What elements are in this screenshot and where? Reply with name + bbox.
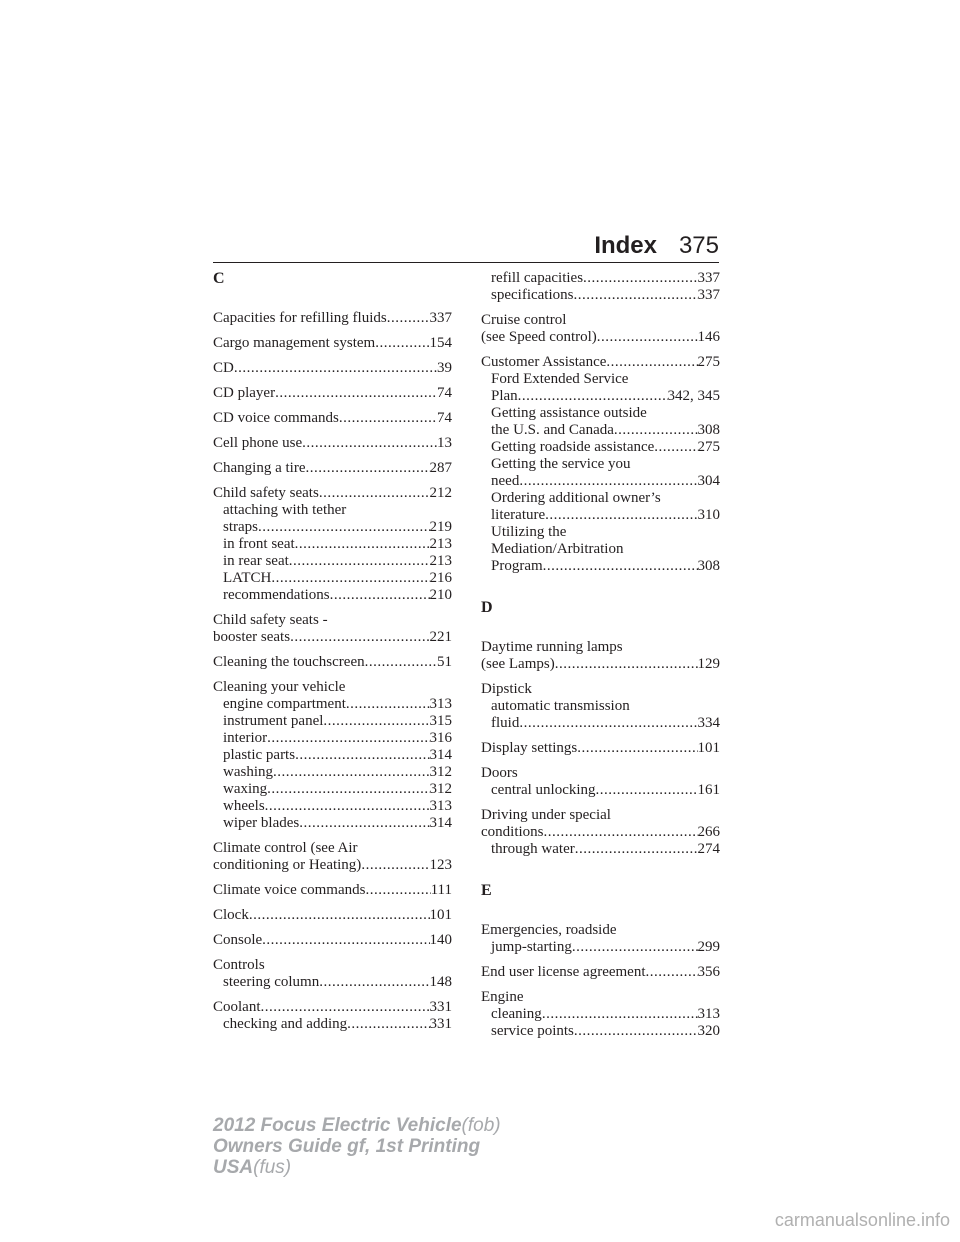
dot-leader xyxy=(572,939,698,956)
entry-text: waxing xyxy=(223,781,268,797)
entry-text: Changing a tire xyxy=(213,460,306,476)
entry-page-number: 275 xyxy=(697,354,720,370)
dot-leader xyxy=(518,388,668,405)
dot-leader xyxy=(271,570,429,587)
index-subentry-line xyxy=(481,524,720,541)
index-entry-line xyxy=(213,485,452,502)
entry-page-number: 146 xyxy=(697,329,720,345)
index-entry xyxy=(481,312,720,346)
index-column-left xyxy=(213,270,452,1041)
entry-text: steering column xyxy=(223,974,320,990)
entry-page-number: 216 xyxy=(429,570,452,586)
dot-leader xyxy=(299,815,429,832)
index-subentry-line xyxy=(213,502,452,519)
entry-text: recommendations xyxy=(223,587,330,603)
entry-text: Controls xyxy=(213,957,265,973)
index-subentry-line xyxy=(213,764,452,781)
entry-text: Mediation/Arbitration xyxy=(491,541,624,557)
entry-page-number: 312 xyxy=(429,764,452,780)
entry-text: central unlocking xyxy=(491,782,596,798)
dot-leader xyxy=(273,764,430,781)
entry-text: conditions xyxy=(481,824,544,840)
entry-text: Cleaning the touchscreen xyxy=(213,654,365,670)
index-subentry-line xyxy=(481,698,720,715)
entry-page-number: 287 xyxy=(429,460,452,476)
index-entry-line xyxy=(481,824,720,841)
index-entry xyxy=(213,435,452,452)
dot-leader xyxy=(519,715,697,732)
index-entry xyxy=(213,654,452,671)
entry-text: Plan xyxy=(491,388,518,404)
entry-page-number: 331 xyxy=(429,999,452,1015)
index-entry-line xyxy=(213,385,452,402)
footer-model-code: (fob) xyxy=(461,1115,501,1136)
index-subentry-line xyxy=(213,730,452,747)
index-subentry-line xyxy=(481,558,720,575)
entry-text: fluid xyxy=(491,715,520,731)
entry-page-number: 314 xyxy=(429,815,452,831)
entry-page-number: 13 xyxy=(437,435,452,451)
entry-text: washing xyxy=(223,764,273,780)
index-entry xyxy=(481,964,720,981)
dot-leader xyxy=(573,287,697,304)
index-entry-line xyxy=(481,765,720,782)
dot-leader xyxy=(346,696,430,713)
entry-page-number: 337 xyxy=(697,270,720,286)
entry-page-number: 275 xyxy=(697,439,720,455)
entry-text: attaching with tether xyxy=(223,502,347,518)
entry-page-number: 334 xyxy=(697,715,720,731)
index-subentry-line xyxy=(213,587,452,604)
entry-page-number: 101 xyxy=(429,907,452,923)
index-subentry-line xyxy=(481,473,720,490)
entry-page-number: 39 xyxy=(437,360,452,376)
entry-text: cleaning xyxy=(491,1006,542,1022)
page-header xyxy=(213,228,719,262)
index-entry-line xyxy=(213,360,452,377)
footer xyxy=(213,1115,501,1178)
entry-text: Clock xyxy=(213,907,249,923)
index-entry xyxy=(213,932,452,949)
dot-leader xyxy=(574,1023,698,1040)
entry-page-number: 212 xyxy=(429,485,452,501)
dot-leader xyxy=(275,385,437,402)
index-entry-line xyxy=(213,857,452,874)
entry-page-number: 123 xyxy=(429,857,452,873)
entry-page-number: 219 xyxy=(429,519,452,535)
entry-page-number: 337 xyxy=(429,310,452,326)
index-subentry-line xyxy=(213,798,452,815)
index-column-right xyxy=(481,270,720,1048)
page-number: 375 xyxy=(678,232,719,259)
entry-text: Utilizing the xyxy=(491,524,567,540)
index-entry-line xyxy=(481,807,720,824)
entry-page-number: 313 xyxy=(429,798,452,814)
entry-text: Cleaning your vehicle xyxy=(213,679,346,695)
dot-leader xyxy=(375,335,429,352)
index-subentry-line xyxy=(481,1006,720,1023)
entry-page-number: 210 xyxy=(429,587,452,603)
index-letter-heading: E xyxy=(481,882,492,899)
index-entry-line xyxy=(213,679,452,696)
entry-text: Getting the service you xyxy=(491,456,631,472)
index-subentry-line xyxy=(481,287,720,304)
index-subentry-line xyxy=(213,713,452,730)
dot-leader xyxy=(319,485,430,502)
entry-text: Emergencies, roadside xyxy=(481,922,617,938)
entry-page-number: 331 xyxy=(429,1016,452,1032)
index-entry-line xyxy=(213,907,452,924)
entry-page-number: 111 xyxy=(430,882,452,898)
entry-page-number: 313 xyxy=(429,696,452,712)
index-subentry-line xyxy=(213,974,452,991)
entry-text: Customer Assistance xyxy=(481,354,607,370)
index-entry-line xyxy=(481,922,720,939)
index-entry xyxy=(213,410,452,427)
index-subentry-line xyxy=(481,715,720,732)
footer-market-code: (fus) xyxy=(253,1157,292,1178)
index-subentry-line xyxy=(213,536,452,553)
dot-leader xyxy=(365,882,430,899)
dot-leader xyxy=(262,932,429,949)
dot-leader xyxy=(542,1006,698,1023)
entry-page-number: 148 xyxy=(429,974,452,990)
index-subentry-line xyxy=(481,507,720,524)
entry-text: (see Speed control) xyxy=(481,329,597,345)
index-entry xyxy=(213,679,452,832)
entry-text: Child safety seats - xyxy=(213,612,328,628)
entry-text: jump-starting xyxy=(491,939,572,955)
entry-text: Dipstick xyxy=(481,681,532,697)
dot-leader xyxy=(361,857,429,874)
index-entry-line xyxy=(213,932,452,949)
entry-text: CD voice commands xyxy=(213,410,339,426)
index-entry xyxy=(481,922,720,956)
dot-leader xyxy=(606,354,697,371)
entry-page-number: 51 xyxy=(437,654,452,670)
entry-text: service points xyxy=(491,1023,574,1039)
entry-text: Getting roadside assistance xyxy=(491,439,655,455)
dot-leader xyxy=(387,310,430,327)
footer-printing: Owners Guide gf, 1st Printing xyxy=(213,1136,481,1157)
entry-text: Cruise control xyxy=(481,312,567,328)
index-entry-line xyxy=(213,335,452,352)
entry-page-number: 74 xyxy=(437,385,452,401)
entry-text: Program xyxy=(491,558,543,574)
footer-market: USA xyxy=(213,1157,254,1178)
index-entry xyxy=(481,765,720,799)
letter-gap xyxy=(481,617,720,639)
entry-page-number: 308 xyxy=(697,558,720,574)
entry-page-number: 74 xyxy=(437,410,452,426)
index-entry xyxy=(213,460,452,477)
dot-leader xyxy=(543,558,698,575)
index-entry-line xyxy=(481,639,720,656)
index-subentry-line xyxy=(481,841,720,858)
entry-text: in front seat xyxy=(223,536,295,552)
index-entry-line xyxy=(213,629,452,646)
index-entry xyxy=(213,612,452,646)
index-entry xyxy=(213,485,452,604)
entry-page-number: 221 xyxy=(429,629,452,645)
index-entry-line xyxy=(213,882,452,899)
entry-page-number: 308 xyxy=(697,422,720,438)
index-entry-line xyxy=(213,654,452,671)
entry-page-number: 316 xyxy=(429,730,452,746)
index-entry xyxy=(481,681,720,732)
index-entry-line xyxy=(213,460,452,477)
entry-text: Display settings xyxy=(481,740,578,756)
index-entry xyxy=(213,335,452,352)
dot-leader xyxy=(249,907,430,924)
entry-page-number: 304 xyxy=(697,473,720,489)
entry-text: Ordering additional owner’s xyxy=(491,490,661,506)
entry-page-number: 342, 345 xyxy=(667,388,720,404)
index-subentry-line xyxy=(481,439,720,456)
index-entry xyxy=(213,360,452,377)
letter-spacer xyxy=(481,866,720,882)
entry-text: Child safety seats xyxy=(213,485,319,501)
dot-leader xyxy=(234,360,437,377)
dot-leader xyxy=(267,730,429,747)
entry-page-number: 356 xyxy=(697,964,720,980)
index-subentry-line xyxy=(213,696,452,713)
entry-text: engine compartment xyxy=(223,696,346,712)
entry-page-number: 312 xyxy=(429,781,452,797)
index-entry xyxy=(213,882,452,899)
footer-model: 2012 Focus Electric Vehicle xyxy=(213,1115,462,1136)
entry-page-number: 213 xyxy=(429,553,452,569)
index-entry xyxy=(481,354,720,575)
index-letter-heading: D xyxy=(481,599,493,616)
index-subentry-line xyxy=(481,490,720,507)
dot-leader xyxy=(654,439,697,456)
entry-text: need xyxy=(491,473,520,489)
dot-leader xyxy=(555,656,698,673)
index-entry xyxy=(213,385,452,402)
entry-page-number: 140 xyxy=(429,932,452,948)
entry-text: End user license agreement xyxy=(481,964,646,980)
index-subentry-line xyxy=(481,541,720,558)
entry-text: Doors xyxy=(481,765,518,781)
entry-text: Driving under special xyxy=(481,807,611,823)
entry-page-number: 129 xyxy=(697,656,720,672)
index-entry xyxy=(481,989,720,1040)
entry-text: Getting assistance outside xyxy=(491,405,647,421)
entry-text: CD xyxy=(213,360,234,376)
dot-leader xyxy=(544,824,698,841)
index-subentry-line xyxy=(481,1023,720,1040)
index-entry-line xyxy=(481,989,720,1006)
index-subentry-line xyxy=(213,553,452,570)
letter-gap xyxy=(481,900,720,922)
header-rule xyxy=(213,262,719,263)
dot-leader xyxy=(261,999,430,1016)
index-subentry-line xyxy=(481,939,720,956)
dot-leader xyxy=(646,964,698,981)
dot-leader xyxy=(347,1016,429,1033)
index-subentry-line xyxy=(213,570,452,587)
dot-leader xyxy=(577,740,697,757)
index-subentry-line xyxy=(213,781,452,798)
entry-text: Cargo management system xyxy=(213,335,376,351)
entry-text: through water xyxy=(491,841,575,857)
entry-text: Engine xyxy=(481,989,524,1005)
letter-gap xyxy=(213,288,452,310)
index-entry-line xyxy=(213,310,452,327)
dot-leader xyxy=(290,629,429,646)
entry-text: Climate control (see Air xyxy=(213,840,358,856)
index-subentry-line xyxy=(213,747,452,764)
dot-leader xyxy=(583,270,697,287)
entry-text: interior xyxy=(223,730,268,746)
entry-text: conditioning or Heating) xyxy=(213,857,362,873)
dot-leader xyxy=(596,782,698,799)
dot-leader xyxy=(289,553,430,570)
dot-leader xyxy=(339,410,437,427)
dot-leader xyxy=(519,473,697,490)
entry-page-number: 310 xyxy=(697,507,720,523)
entry-text: wiper blades xyxy=(223,815,300,831)
watermark: carmanualsonline.info xyxy=(774,1210,950,1230)
index-subentry-line xyxy=(213,815,452,832)
entry-text: (see Lamps) xyxy=(481,656,555,672)
index-entry-line xyxy=(213,435,452,452)
index-subentry-line xyxy=(481,270,720,287)
entry-page-number: 314 xyxy=(429,747,452,763)
dot-leader xyxy=(575,841,698,858)
dot-leader xyxy=(330,587,430,604)
index-entry xyxy=(213,310,452,327)
index-subentry-line xyxy=(213,519,452,536)
index-entry-line xyxy=(213,612,452,629)
index-entry-line xyxy=(481,312,720,329)
page-title: Index xyxy=(594,232,657,259)
dot-leader xyxy=(323,713,429,730)
entry-text: instrument panel xyxy=(223,713,324,729)
index-entry xyxy=(481,740,720,757)
entry-text: checking and adding xyxy=(223,1016,348,1032)
index-entry-line xyxy=(213,957,452,974)
index-entry xyxy=(213,957,452,991)
entry-text: in rear seat xyxy=(223,553,289,569)
entry-page-number: 161 xyxy=(697,782,720,798)
dot-leader xyxy=(305,460,429,477)
dot-leader xyxy=(597,329,698,346)
entry-page-number: 315 xyxy=(429,713,452,729)
index-subentry-line xyxy=(481,405,720,422)
index-entry-line xyxy=(481,354,720,371)
entry-text: Ford Extended Service xyxy=(491,371,629,387)
index-entry xyxy=(481,270,720,304)
entry-text: Climate voice commands xyxy=(213,882,366,898)
entry-page-number: 299 xyxy=(697,939,720,955)
dot-leader xyxy=(295,536,430,553)
index-subentry-line xyxy=(481,456,720,473)
entry-text: Capacities for refilling fluids xyxy=(213,310,387,326)
index-entry-line xyxy=(481,964,720,981)
dot-leader xyxy=(302,435,437,452)
entry-text: specifications xyxy=(491,287,574,303)
entry-text: Coolant xyxy=(213,999,261,1015)
entry-text: Cell phone use xyxy=(213,435,303,451)
entry-page-number: 154 xyxy=(429,335,452,351)
dot-leader xyxy=(545,507,697,524)
entry-page-number: 320 xyxy=(697,1023,720,1039)
index-entry xyxy=(213,999,452,1033)
index-entry-line xyxy=(481,329,720,346)
index-entry-line xyxy=(213,840,452,857)
index-subentry-line xyxy=(481,782,720,799)
entry-page-number: 101 xyxy=(697,740,720,756)
index-entry-line xyxy=(213,410,452,427)
index-entry xyxy=(481,807,720,858)
entry-text: straps xyxy=(223,519,258,535)
entry-text: Daytime running lamps xyxy=(481,639,623,655)
dot-leader xyxy=(365,654,437,671)
dot-leader xyxy=(267,781,429,798)
dot-leader xyxy=(265,798,430,815)
entry-text: booster seats xyxy=(213,629,291,645)
entry-text: refill capacities xyxy=(491,270,584,286)
index-entry xyxy=(213,907,452,924)
dot-leader xyxy=(614,422,698,439)
entry-text: Console xyxy=(213,932,263,948)
dot-leader xyxy=(258,519,430,536)
dot-leader xyxy=(295,747,429,764)
entry-text: wheels xyxy=(223,798,265,814)
index-subentry-line xyxy=(481,388,720,405)
index-subentry-line xyxy=(213,1016,452,1033)
entry-page-number: 266 xyxy=(697,824,720,840)
index-entry xyxy=(213,840,452,874)
letter-spacer xyxy=(481,583,720,599)
entry-page-number: 274 xyxy=(697,841,720,857)
index-entry-line xyxy=(481,681,720,698)
entry-page-number: 313 xyxy=(697,1006,720,1022)
index-subentry-line xyxy=(481,422,720,439)
entry-text: LATCH xyxy=(223,570,272,586)
entry-page-number: 337 xyxy=(697,287,720,303)
index-entry-line xyxy=(213,999,452,1016)
entry-text: automatic transmission xyxy=(491,698,630,714)
dot-leader xyxy=(319,974,429,991)
entry-text: the U.S. and Canada xyxy=(491,422,614,438)
entry-text: literature xyxy=(491,507,546,523)
entry-page-number: 213 xyxy=(429,536,452,552)
entry-text: CD player xyxy=(213,385,276,401)
entry-text: plastic parts xyxy=(223,747,296,763)
index-entry xyxy=(481,639,720,673)
index-subentry-line xyxy=(481,371,720,388)
index-entry-line xyxy=(481,740,720,757)
index-entry-line xyxy=(481,656,720,673)
index-letter-heading: C xyxy=(213,270,225,287)
